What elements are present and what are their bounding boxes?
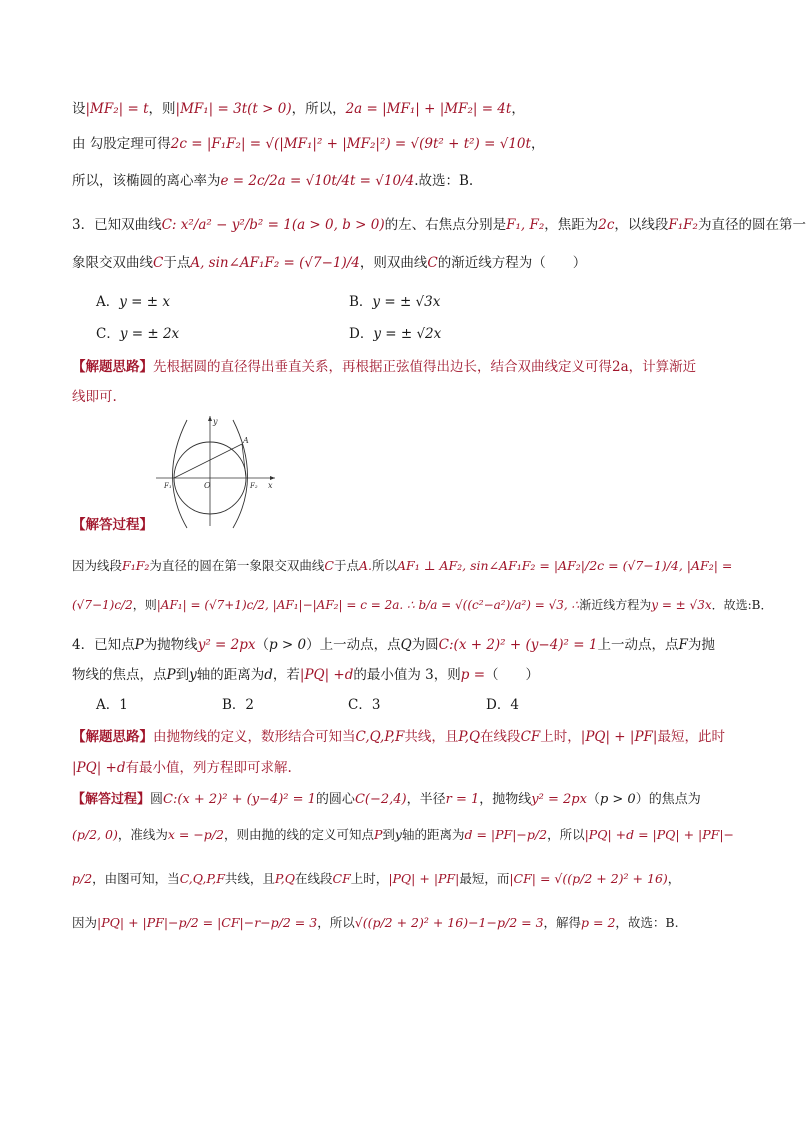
math: (p/2, 0) [72,827,118,842]
text: ，解得 [543,915,582,930]
text: 圆 [150,792,164,807]
math: √((p/2 + 2)² + 16)−1−p/2 = 3 [354,915,544,930]
math: AF₁ ⊥ AF₂, sin∠AF₁F₂ = |AF₂|/2c = (√7−1)/4, |AF₂| = [397,558,733,573]
text: 的最小值为 3，则 [353,667,461,683]
q4-option-d[interactable] [486,694,519,716]
text: 为抛物线 [143,637,198,653]
section-tag: 【解题思路】 [72,359,153,375]
q3-process-line-1 [72,555,733,577]
text: ，所以 [317,915,355,930]
option-value: 2 [245,697,255,713]
math: F₁F₂ [122,558,150,573]
text: ，抛物线 [479,792,532,807]
text: 设 [72,101,86,117]
q3-option-b[interactable] [349,291,440,313]
text: ，所以， [291,101,346,117]
solution-line-1 [72,98,722,120]
text: 共线，且 [224,871,275,886]
text: 物线的焦点，点 [72,667,167,683]
math: C [324,558,334,573]
text: 渐近线方程为 [579,598,652,612]
math: |PQ| +d = |PQ| + |PF|− [584,827,735,842]
text: ）上一动点，点 [306,637,401,653]
text: 3．已知双曲线 [72,217,162,233]
text: 最短，此时 [657,729,725,745]
math: F₁F₂ [668,217,698,233]
math: C,Q,P,F [355,729,405,745]
math: p/2 [72,871,93,886]
math: F₁, F₂ [506,217,545,233]
math: C [153,255,164,271]
q3-idea-line-1 [72,356,722,378]
math: d = |PF|−p/2 [464,827,548,842]
text: 轴的距离为 [401,827,465,842]
math: p > 0 [268,637,307,653]
option-label: A． [96,697,120,713]
q3-option-d[interactable] [349,323,441,345]
text: 上时， [350,871,389,886]
math: P [373,827,383,842]
q3-stem-line-1 [72,214,806,236]
label-f1: F₁ [164,482,172,490]
option-label: B． [222,697,246,713]
text: 到 [382,827,395,842]
option-value: 3 [371,697,381,713]
math: CF [520,729,541,745]
math: A. [359,558,373,573]
text: 最短，而 [459,871,510,886]
text: ，则 [132,598,157,612]
math: Q [400,637,412,653]
text: （ ） [485,667,540,683]
q4-stem-line-2 [72,664,722,686]
q3-process-tag-line [72,514,722,536]
option-value: y = ± √2x [373,326,442,342]
text: 因为线段 [72,558,123,573]
text: 由抛物线的定义，数形结合可知当 [153,729,356,745]
q3-option-a[interactable] [96,291,170,313]
text: 由 勾股定理可得 [72,136,171,152]
text: ．故选:B． [711,598,773,612]
text: 有最小值，列方程即可求解. [125,760,292,776]
text: （ [586,792,600,807]
math: A, sin∠AF₁F₂ = (√7−1)/4 [190,255,360,271]
math: 2c = |F₁F₂| = √(|MF₁|² + |MF₂|²) = √(9t² + t²) = √10t [170,136,531,152]
option-label: A． [96,294,120,310]
math: F [678,637,688,653]
math: y = ± √3x [651,598,712,612]
option-value: 4 [510,697,519,713]
text: 的渐近线方程为（ ） [437,255,587,271]
option-label: C． [348,697,372,713]
label-y: y [213,417,218,426]
math: P [134,637,144,653]
math: CF [332,871,351,886]
text: 共线，且 [404,729,459,745]
text: 上一动点，点 [597,637,679,653]
math: 2a = |MF₁| + |MF₂| = 4t [345,101,512,117]
math: |PQ| +d [299,667,354,683]
math: y² = 2px [197,637,256,653]
q3-stem-line-2 [72,252,722,274]
label-f2: F₂ [250,482,258,490]
text: ，则 [148,101,176,117]
text: 线即可. [72,389,117,405]
math: (√7−1)c/2 [72,598,133,612]
text: ，则双曲线 [359,255,428,271]
text: ，故选：B. [615,915,679,930]
section-tag: 【解题思路】 [72,729,153,745]
text: 所以 [372,558,398,573]
math: y² = 2px [531,792,587,807]
text: ， [667,871,681,886]
math: e = 2c/2a = √10t/4t = √10/4 [220,173,415,189]
option-value: y = ± x [119,294,170,310]
math: x = −p/2 [167,827,224,842]
text: ，以线段 [614,217,669,233]
q4-process-line-2 [72,824,735,846]
section-tag: 【解答过程】 [72,792,151,807]
math: C(−2,4) [354,792,407,807]
option-label: D． [486,697,511,713]
text: ，计算渐近 [628,359,697,375]
segment-f1-a [174,444,242,478]
q4-option-c[interactable] [348,694,380,716]
option-value: 1 [119,697,128,713]
text: 的圆心 [315,792,355,807]
q4-process-line-3 [72,868,722,890]
text: 在线段 [295,871,333,886]
q3-process-line-2 [72,594,773,616]
section-tag: 【解答过程】 [72,517,153,533]
q3-option-c[interactable] [96,323,179,345]
math: d [264,667,273,683]
text: ，准线为 [117,827,168,842]
math: |PQ| + |PF| [388,871,460,886]
text: ，若 [272,667,300,683]
text: 先根据圆的直径得出垂直关系，再根据正弦值得出边长，结合双曲线定义可得 [153,359,612,375]
math: p = 2 [581,915,616,930]
label-o: O [204,481,211,490]
q4-option-a[interactable] [96,694,128,716]
text: 轴的距离为 [196,667,265,683]
text: 因为 [72,915,98,930]
text: （ [255,637,269,653]
text: 于点 [163,255,191,271]
text: ，所以 [547,827,585,842]
math: 2c [598,217,615,233]
q4-process-line-4 [72,912,722,934]
math: P,Q [458,729,481,745]
text: 象限交双曲线 [72,255,153,271]
q4-idea-line-2 [72,757,722,779]
text: ）的焦点为 [635,792,701,807]
q4-process-line-1 [72,789,722,811]
math: r = 1 [445,792,480,807]
solution-line-2 [72,133,722,155]
text: 到 [175,667,190,683]
text: 为直径的圆在第一 [697,217,806,233]
math: |AF₁| = (√7+1)c/2, |AF₁|−|AF₂| = c = 2a. ∴ b/a = √((c²−a²)/a²) = √3, ∴ [156,598,580,612]
text: 为圆 [411,637,439,653]
hyperbola-circle-figure [150,410,280,530]
math: C:(x + 2)² + (y−4)² = 1 [438,637,598,653]
text: 所以，该椭圆的离心率为 [72,173,221,189]
math: y [394,827,402,842]
math: |PQ| + |PF| [580,729,658,745]
q4-stem-line-1 [72,634,722,656]
math: C,Q,P,F [179,871,225,886]
text: 在线段 [480,729,521,745]
math: y [189,667,197,683]
text: ，焦距为 [544,217,599,233]
q4-option-b[interactable] [222,694,254,716]
math: |PQ| +d [72,760,126,776]
option-label: B． [349,294,373,310]
solution-line-3 [72,170,722,192]
q3-idea-line-2 [72,386,722,408]
math: P,Q [274,871,296,886]
text: 为直径的圆在第一象限交双曲线 [149,558,325,573]
text: .故选：B. [414,173,474,189]
math: p > 0 [599,792,636,807]
math: p = [460,667,486,683]
text: 的左、右焦点分别是 [384,217,507,233]
math: |MF₁| = 3t(t > 0) [175,101,292,117]
text: ，由图可知，当 [92,871,180,886]
label-a: A [243,436,249,445]
text: 4．已知点 [72,637,135,653]
option-value: y = ± 2x [119,326,180,342]
math: |MF₂| = t [85,101,149,117]
option-label: C． [96,326,120,342]
math: C: x²/a² − y²/b² = 1(a > 0, b > 0) [161,217,385,233]
option-label: D． [349,326,374,342]
label-x: x [268,481,273,490]
math: 2a [612,359,629,375]
math: C [427,255,438,271]
math: P [166,667,176,683]
text: 为抛 [687,637,715,653]
math: C:(x + 2)² + (y−4)² = 1 [163,792,316,807]
math: |CF| = √((p/2 + 2)² + 16) [509,871,668,886]
text: 于点 [333,558,359,573]
text: ， [511,101,525,117]
option-value: y = ± √3x [372,294,441,310]
math: |PQ| + |PF|−p/2 = |CF|−r−p/2 = 3 [97,915,318,930]
text: ，则由抛的线的定义可知点 [223,827,374,842]
q4-idea-line-1 [72,726,725,748]
text: ，半径 [406,792,446,807]
text: 上时， [540,729,581,745]
text: ， [530,136,545,152]
